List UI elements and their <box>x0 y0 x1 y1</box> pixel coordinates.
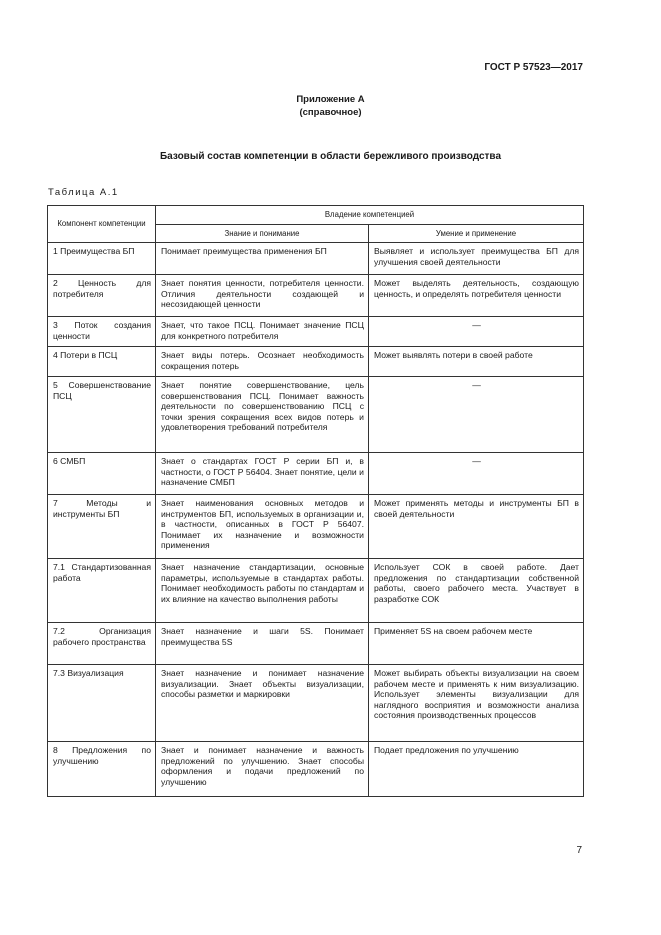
cell-skill: Может выявлять потери в своей работе <box>369 347 584 377</box>
table-row <box>48 317 584 347</box>
cell-skill: Подает предложения по улучшению <box>369 742 584 797</box>
section-heading: Базовый состав компетенции в области бережливого производства <box>159 151 502 162</box>
cell-component: 7 Методы и инструменты БП <box>48 495 156 559</box>
cell-skill: Использует СОК в своей работе. Дает предложения по стандартизации собственной работы, своего рабочего места. Участвует в разработке СОК <box>369 559 584 623</box>
table-row <box>48 275 584 317</box>
cell-skill: Может применять методы и инструменты БП в своей деятельности <box>369 495 584 559</box>
table-row <box>48 559 584 623</box>
table-row <box>48 495 584 559</box>
cell-skill: Может выделять деятельность, создающую ценность, и определять потребителя ценности <box>369 275 584 317</box>
cell-knowledge: Знает о стандартах ГОСТ Р серии БП и, в частности, о ГОСТ Р 56404. Знает понятие, цели и назначение СМБП <box>156 453 369 495</box>
appendix-subtitle: (справочное) <box>299 107 362 118</box>
cell-component: 8 Предложения по улучшению <box>48 742 156 797</box>
table-row <box>48 453 584 495</box>
table-row <box>48 347 584 377</box>
table-row <box>48 742 584 797</box>
cell-component: 2 Ценность для потребителя <box>48 275 156 317</box>
appendix-title <box>0 93 661 119</box>
cell-knowledge: Понимает преимущества применения БП <box>156 243 369 275</box>
header-possession: Владение компетенцией <box>156 206 584 225</box>
cell-knowledge: Знает назначение стандартизации, основные параметры, используемые в стандартах работы. Понимает необходимость работы по стандартам и их влияние на качество выполнения работы <box>156 559 369 623</box>
competence-table <box>47 205 584 797</box>
cell-knowledge: Знает понятия ценности, потребителя ценности. Отличия деятельности создающей и несозидающей ценности <box>156 275 369 317</box>
cell-knowledge: Знает назначение и понимает назначение визуализации. Знает объекты визуализации, способы разметки и маркировки <box>156 665 369 742</box>
cell-component: 6 СМБП <box>48 453 156 495</box>
table-caption: Таблица А.1 <box>48 187 119 198</box>
cell-component: 5 Совершенствование ПСЦ <box>48 377 156 453</box>
cell-component: 1 Преимущества БП <box>48 243 156 275</box>
cell-skill: Выявляет и использует преимущества БП для улучшения своей деятельности <box>369 243 584 275</box>
cell-skill: Применяет 5S на своем рабочем месте <box>369 623 584 665</box>
header-skill: Умение и применение <box>369 225 584 243</box>
cell-knowledge: Знает назначение и шаги 5S. Понимает преимущества 5S <box>156 623 369 665</box>
appendix-label: Приложение А <box>296 94 365 105</box>
cell-component: 3 Поток создания ценности <box>48 317 156 347</box>
header-knowledge: Знание и понимание <box>156 225 369 243</box>
header-component: Компонент компетенции <box>48 206 156 243</box>
cell-component: 7.2 Организация рабочего пространства <box>48 623 156 665</box>
table-row <box>48 623 584 665</box>
cell-skill: — <box>369 453 584 495</box>
cell-skill: Может выбирать объекты визуализации на своем рабочем месте и применять к ним визуализацию. Использует элементы визуализации для наглядного восприятия и возможности анализа состояния производственных процессов <box>369 665 584 742</box>
table-row <box>48 665 584 742</box>
cell-component: 7.3 Визуализация <box>48 665 156 742</box>
cell-component: 4 Потери в ПСЦ <box>48 347 156 377</box>
cell-knowledge: Знает, что такое ПСЦ. Понимает значение ПСЦ для конкретного потребителя <box>156 317 369 347</box>
cell-component: 7.1 Стандартизованная работа <box>48 559 156 623</box>
cell-knowledge: Знает понятие совершенствование, цель совершенствования ПСЦ. Понимает важность деятельности по совершенствованию ПСЦ с точки зрения сокращения всех видов потерь и удовлетворения требований потребителя <box>156 377 369 453</box>
cell-knowledge: Знает и понимает назначение и важность предложений по улучшению. Знает способы оформления и подачи предложений по улучшению <box>156 742 369 797</box>
cell-skill: — <box>369 317 584 347</box>
cell-skill: — <box>369 377 584 453</box>
page-number: 7 <box>576 845 582 856</box>
cell-knowledge: Знает виды потерь. Осознает необходимость сокращения потерь <box>156 347 369 377</box>
table-row <box>48 243 584 275</box>
standard-number: ГОСТ Р 57523—2017 <box>484 62 583 73</box>
cell-knowledge: Знает наименования основных методов и инструментов БП, используемых в организации и, в частности, описанных в ГОСТ Р 56407. Понимает их назначение и возможности применения <box>156 495 369 559</box>
table-row <box>48 377 584 453</box>
